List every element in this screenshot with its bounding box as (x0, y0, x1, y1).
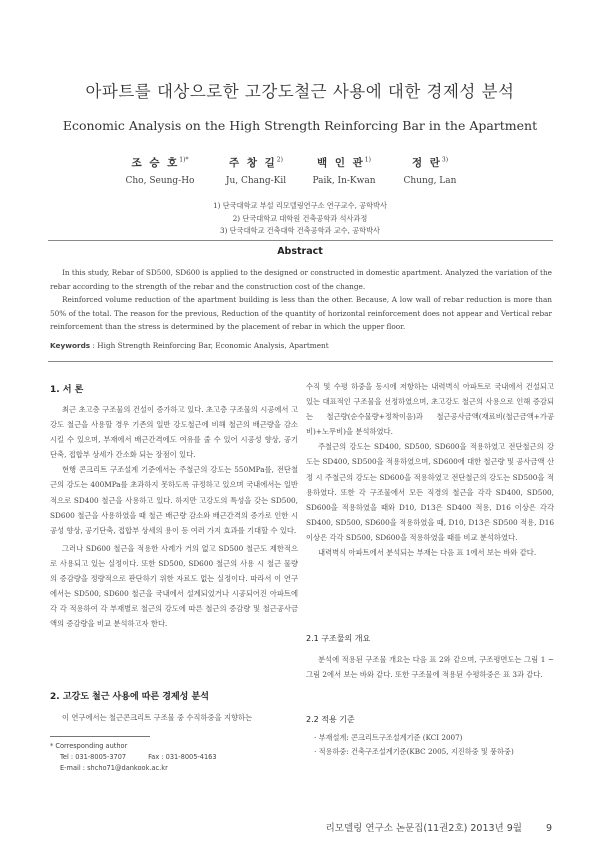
abstract-paragraph: In this study, Rebar of SD500, SD600 is applied to the designed or constructed in domestic apartment. Analyzed the variation of the rebar according to the strength of the rebar and the construction cost of the change. (50, 268, 552, 291)
author-name-korean: 주 창 길 (229, 157, 277, 169)
author-name-english: Ju, Chang-Kil (225, 176, 287, 186)
section-1-body (50, 402, 298, 631)
list-item: · 적용하중: 건축구조설계기준(KBC 2005, 지진하중 및 풍하중) (314, 747, 514, 756)
author-name-korean: 백 인 관 (317, 157, 365, 169)
body-paragraph: 수직 및 수평 하중을 동시에 저항하는 내력벽식 아파트로 국내에서 건설되고 있는 대표적인 구조물을 선정하였으며, 초고강도 철근의 사용으로 인해 증감되는 철근량(순수물량+정착이음)과 철근공사금액(재료비(철근금액+가공비)+노무비)을 분석하였다. (306, 382, 554, 437)
keywords (50, 341, 552, 350)
affiliation-line: 1) 단국대학교 부설 리모델링연구소 연구교수, 공학박사 (213, 201, 387, 210)
subsection-2-2-title: 2.2 적용 기준 (306, 715, 355, 724)
body-paragraph: 주철근의 강도는 SD400, SD500, SD600을 적용하였고 전단철근의 강도는 SD400, SD500을 적용하였으며, SD600에 대한 철근량 및 공사금액 산정 시 주철근의 강도는 SD600을 적용하였고 전단철근의 강도는 SD500을 적용하였다. 또한 각 구조물에서 모든 직경의 철근을 각각 SD400, SD500, SD600을 적용하였을 때와 D10, D13은 SD400 적용, D16 이상은 각각 SD400, SD500, SD600을 적용하였을 때, D10, D13은 SD500 적용, D16 이상은 각각 SD500, SD600을 적용하였을 때를 비교 분석하였다. (306, 442, 554, 542)
author-affiliation-mark: 3) (441, 156, 449, 164)
body-paragraph: 최근 초고층 구조물의 건설이 증가하고 있다. 초고층 구조물의 시공에서 고강도 철근을 사용할 경우 기존의 일반 강도철근에 비해 철근의 배근량을 감소시킬 수 있으며, 부재에서 배근간격에도 여유를 줄 수 있어 시공성 향상, 공기단축, 접합부 상세가 간소화 되는 장점이 있다. (50, 405, 298, 460)
body-paragraph: 그러나 SD600 철근을 적용한 사례가 거의 없고 SD500 철근도 제한적으로 사용되고 있는 실정이다. 또한 SD500, SD600 철근의 사용 시 철근 물량의 증감량을 정량적으로 판단하기 위한 자료도 없는 실정이다. 따라서 이 연구에서는 SD500, SD600 철근을 국내에서 설계되었거나 시공되어진 아파트에 각 각 적용하여 각 부재별로 철근의 강도에 따른 철근의 증감량 및 철근공사금액의 증감량을 비교 분석하고자 한다. (50, 543, 298, 629)
paper-title-english: Economic Analysis on the High Strength Reinforcing Bar in the Apartment (62, 118, 538, 133)
author-1 (110, 155, 210, 186)
abstract-bottom-rule (48, 361, 553, 362)
section-2-title: 2. 고강도 철근 사용에 따른 경제성 분석 (50, 692, 209, 702)
body-paragraph: 이 연구에서는 철근콘크리트 구조물 중 수직하중을 지향하는 (62, 713, 253, 722)
footnote (50, 741, 298, 774)
abstract-top-rule (48, 240, 553, 241)
affiliation-line: 3) 단국대학교 건축대학 건축공학과 교수, 공학박사 (220, 226, 380, 235)
body-paragraph: 현행 콘크리트 구조설계 기준에서는 주철근의 강도는 550MPa를, 전단철근의 강도는 400MPa를 초과하지 못하도록 규정하고 있으며 국내에서는 일반적으로 SD400 철근을 사용하고 있다. 하지만 고강도의 특성을 갖는 SD500, SD600 철근을 사용하였을 때 철근 배근량 감소와 배근간격의 증가로 인한 시공성 향상, 공기단축, 접합부 상세의 용이 등 여러 가지 효과를 기대할 수 있다. (50, 465, 298, 535)
page-number: 9 (545, 823, 552, 834)
author-name-english: Chung, Lan (403, 176, 457, 186)
journal-citation: 리모델링 연구소 논문집(11권2호) 2013년 9월 (325, 823, 522, 834)
affiliations (0, 200, 600, 238)
keywords-list: : High Strength Reinforcing Bar, Economic Analysis, Apartment (90, 341, 329, 350)
paper-title-korean: 아파트를 대상으로한 고강도철근 사용에 대한 경제성 분석 (85, 82, 515, 101)
keywords-label: Keywords (50, 341, 91, 350)
subsection-2-1-body (306, 652, 554, 682)
author-3 (294, 155, 394, 186)
right-column-body (306, 379, 554, 560)
author-4 (380, 155, 480, 186)
author-name-english: Cho, Seung-Ho (125, 176, 195, 186)
abstract-body (50, 266, 552, 334)
author-2 (206, 155, 306, 186)
author-affiliation-mark: 1)* (179, 156, 189, 164)
body-paragraph: 분석에 적용된 구조물 개요는 다음 표 2와 같으며, 구조평면도는 그림 1 ~ 그림 2에서 보는 바와 같다. 또한 구조물에 적용된 수평하중은 표 3과 같다. (306, 655, 554, 680)
footnote-tel: Tel : 031-8005-3707 (60, 753, 127, 761)
footnote-email: E-mail : shcho71@dankook.ac.kr (60, 764, 168, 772)
author-name-english: Paik, In-Kwan (312, 176, 376, 186)
abstract-heading: Abstract (277, 246, 323, 257)
affiliation-line: 2) 단국대학교 대학원 건축공학과 석사과정 (232, 213, 368, 223)
corresponding-author-label: * Corresponding author (50, 742, 128, 750)
abstract-paragraph: Reinforced volume reduction of the apartment building is less than the other. Because, A low wall of rebar reduction is more than 50% of the total. The reason for the previous, Reduction of the quantity of horizontal reinforcement does not appear and Vertical rebar reinforcement than the stress is determined by the placement of rebar in which the upper floor. (50, 295, 552, 332)
author-name-korean: 정 란 (411, 157, 442, 169)
list-item: · 부재설계: 콘크리트구조설계기준 (KCI 2007) (314, 733, 463, 742)
author-affiliation-mark: 2) (276, 156, 283, 164)
footnote-fax: Fax : 031-8005-4163 (148, 753, 217, 761)
footnote-rule (50, 736, 150, 737)
body-paragraph: 내력벽식 아파트에서 분석되는 부재는 다음 표 1에서 보는 바와 같다. (318, 548, 537, 558)
author-name-korean: 조 승 호 (131, 157, 180, 169)
criteria-list (314, 731, 554, 759)
subsection-2-1-title: 2.1 구조물의 개요 (306, 634, 371, 643)
author-affiliation-mark: 1) (364, 156, 371, 164)
page-footer (290, 820, 552, 834)
section-1-title: 1. 서 론 (50, 385, 84, 395)
section-2-body (50, 710, 298, 725)
